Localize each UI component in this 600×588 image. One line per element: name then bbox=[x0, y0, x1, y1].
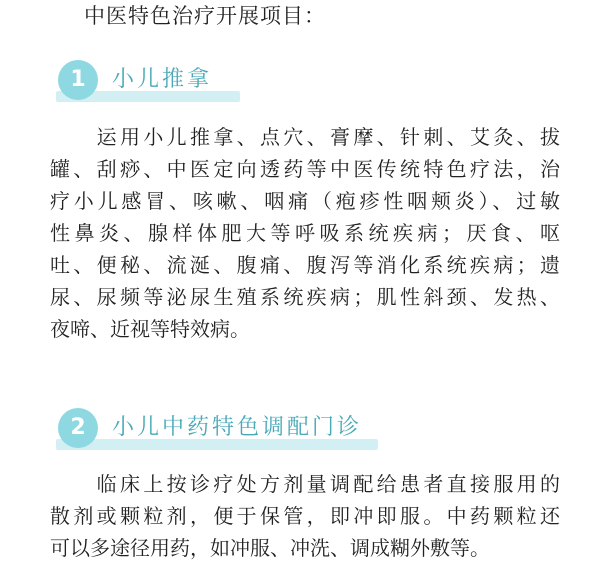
section-2-number-badge: 2 bbox=[58, 408, 98, 448]
section-1-paragraph bbox=[50, 121, 560, 345]
section-1-line: 夜啼、近视等特效病。 bbox=[50, 317, 250, 341]
section-2-line: 散剂或颗粒剂，便于保管，即冲即服。中药颗粒还 bbox=[50, 504, 560, 528]
section-1-title: 小儿推拿 bbox=[112, 67, 213, 92]
section-1-line: 吐、便秘、流涎、腹痛、腹泻等消化系统疾病；遗 bbox=[50, 253, 560, 277]
section-2-line: 可以多途径用药，如冲服、冲洗、调成糊外敷等。 bbox=[50, 536, 490, 560]
section-1-line: 性鼻炎、腺样体肥大等呼吸系统疾病；厌食、呕 bbox=[50, 221, 560, 245]
section-2-line: 临床上按诊疗处方剂量调配给患者直接服用的 bbox=[50, 472, 560, 496]
section-2-paragraph bbox=[50, 468, 560, 564]
section-1-number-badge: 1 bbox=[58, 60, 98, 100]
section-2-header bbox=[56, 408, 378, 452]
section-2-title: 小儿中药特色调配门诊 bbox=[112, 415, 363, 440]
section-1-line: 运用小儿推拿、点穴、膏摩、针刺、艾灸、拔 bbox=[50, 125, 560, 149]
section-1-header bbox=[56, 60, 240, 104]
section-1-line: 疗小儿感冒、咳嗽、咽痛（疱疹性咽颊炎）、过敏 bbox=[50, 189, 560, 213]
section-1-line: 罐、刮痧、中医定向透药等中医传统特色疗法，治 bbox=[50, 157, 560, 181]
section-1-line: 尿、尿频等泌尿生殖系统疾病；肌性斜颈、发热、 bbox=[50, 285, 560, 309]
intro-heading: 中医特色治疗开展项目： bbox=[84, 4, 326, 28]
